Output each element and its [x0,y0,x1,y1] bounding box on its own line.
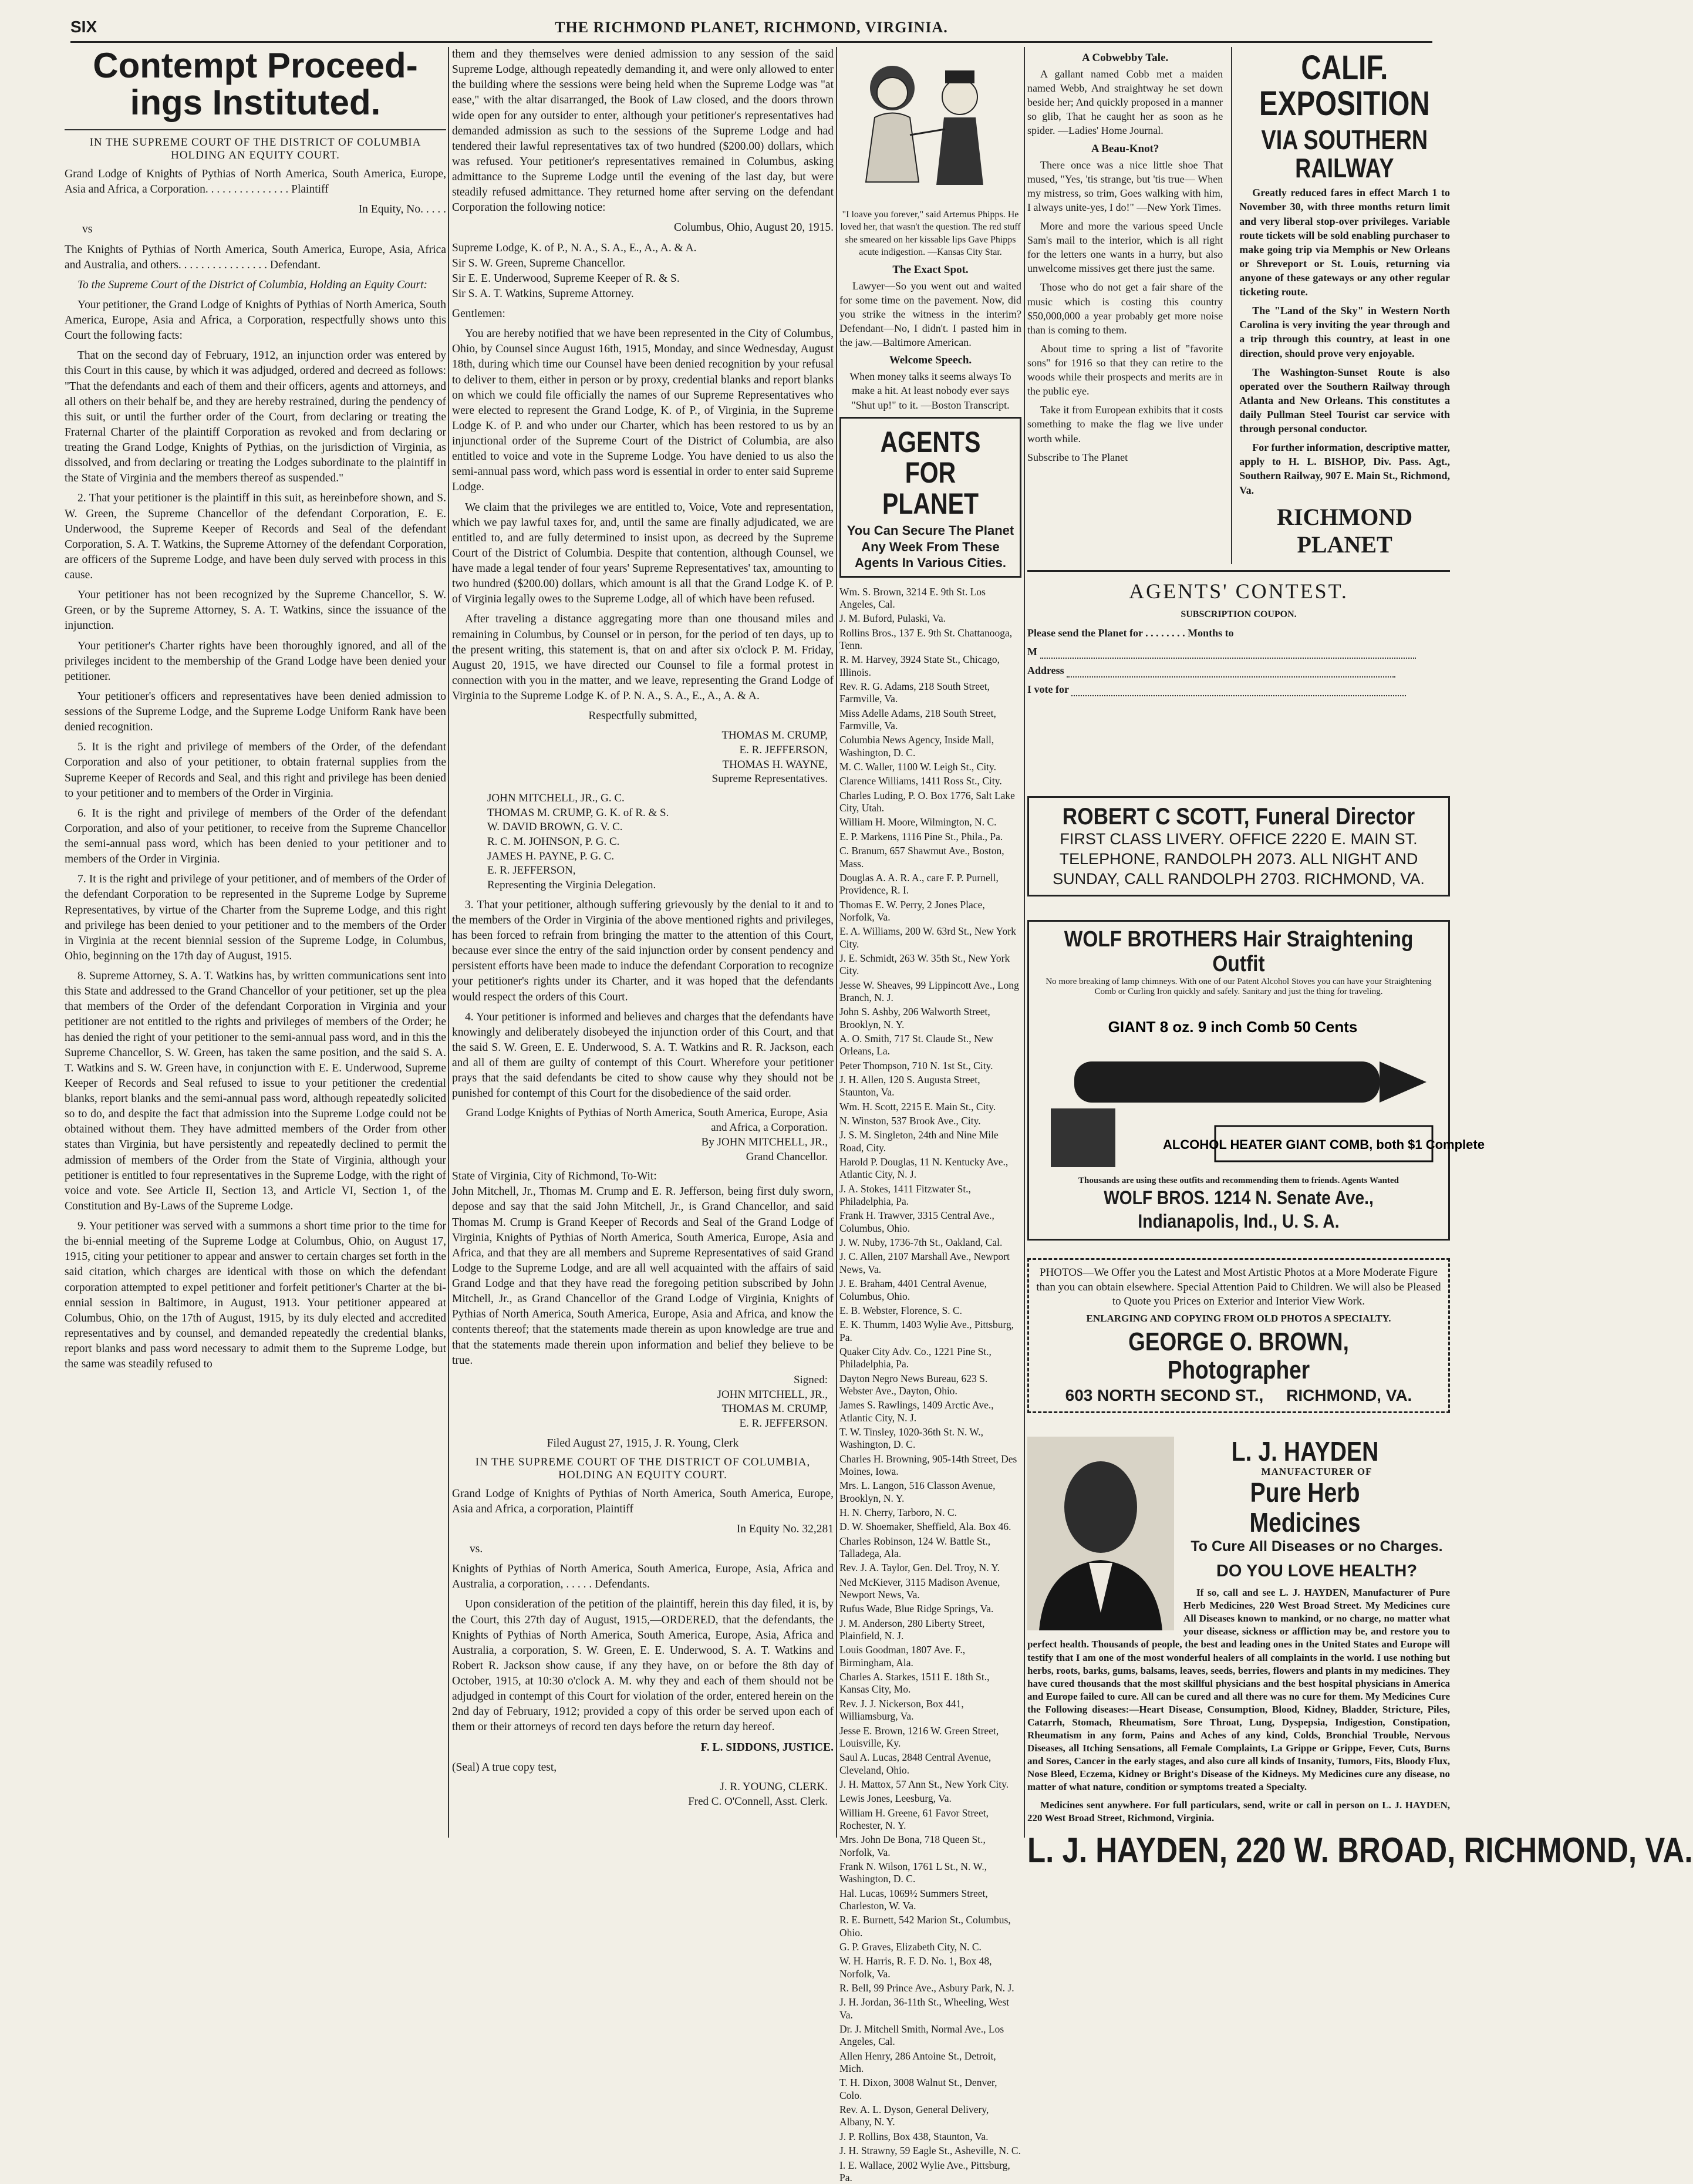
wolf-price: GIANT 8 oz. 9 inch Comb 50 Cents [1108,1018,1358,1036]
equity-number: In Equity No. 32,281 [452,1522,834,1537]
photo-text: PHOTOS—We Offer you the Latest and Most Artistic Photos at a More Moderate Figure than you can obtain elsewhere. Special Attention Paid to Children. We will also be Pleased to Quote you Prices on Exterior and Interior View Work. [1035,1266,1442,1309]
photo-specialty: ENLARGING AND COPYING FROM OLD PHOTOS A SPECIALTY. [1035,1313,1442,1324]
wolf-ad [1027,920,1450,1241]
petition-paragraph: 6. It is the right and privilege of members of the Order of the defendant Corporation, and also of your petitioner, to receive from the Supreme Chancellor the semi-annual pass word, which has been denied to your petitioner and to members of the Order in Virginia. [65,806,446,868]
agent-entry: Hal. Lucas, 1069½ Summers Street, Charleston, W. Va. [839,1888,1021,1913]
agent-entry: Rev. R. G. Adams, 218 South Street, Farmville, Va. [839,680,1021,706]
short-item: Take it from European exhibits that it costs something to make the flag we live under worth while. [1027,403,1223,445]
brown-name: GEORGE O. BROWN, Photographer [1068,1328,1410,1385]
petition-paragraph: Your petitioner's Charter rights have been thoroughly ignored, and all of the privileges incident to the membership of the Grand Lodge have been denied your petitioner. [65,639,446,685]
petition-paragraph: 5. It is the right and privilege of members of the Order, of the defendant Corporation and also of your petitioner, to obtain fraternal supplies from the Supreme Keeper of Records and Seal, and this right and privilege has been denied to your petitioner and to members of the Order in Virginia. [65,740,446,801]
agent-entry: T. H. Dixon, 3008 Walnut St., Denver, Colo. [839,2077,1021,2102]
contest-title: AGENTS' CONTEST. [1027,579,1450,604]
petition-paragraph: Your petitioner, the Grand Lodge of Knights of Pythias of North America, South America, Europe, Asia and Africa, a Corporation, respectfully shows unto this Court the following facts: [65,298,446,343]
continued-paragraph: them and they themselves were denied admission to any session of the said Supreme Lodge, although repeatedly demanding it, and were only allowed to enter the building where the sessions were being held when the Supreme Lodge was "at ease," with the altar disarranged, the Book of Law closed, and the doors thrown wide open for any outsider to enter, although your petitioner's representatives had demanded admission as such to the sessions of the Supreme Lodge and had tendered their lawful representatives tax of two hundred ($200.00) dollars, which was refused. Your petitioner's representatives remained in Columbus, asking admittance to the Supreme Lodge until the evening of the last day, but were steadily refused admittance. They returned home after serving on the defendant Corporation the following notice: [452,47,834,215]
column-4 [1027,47,1450,1838]
agent-entry: R. Bell, 99 Prince Ave., Asbury Park, N. J. [839,1982,1021,1994]
agent-entry: J. M. Buford, Pulaski, Va. [839,612,1021,625]
coupon-vote-label: I vote for [1027,683,1069,695]
agents-box [839,417,1021,578]
agent-entry: Wm. S. Brown, 3214 E. 9th St. Los Angeles, Cal. [839,586,1021,611]
signature-block: THOMAS M. CRUMP, E. R. JEFFERSON, THOMAS H. WAYNE, Supreme Representatives. [452,729,828,787]
agent-entry: T. W. Tinsley, 1020-36th St. N. W., Washington, D. C. [839,1426,1021,1451]
brown-address: 603 NORTH SECOND ST., RICHMOND, VA. [1035,1385,1442,1406]
agent-entry: Mrs. L. Langon, 516 Classon Avenue, Brooklyn, N. Y. [839,1479,1021,1505]
agent-entry: John S. Ashby, 206 Walworth Street, Brooklyn, N. Y. [839,1006,1021,1031]
vs-label: vs. [452,1542,834,1557]
agents-subtitle: You Can Secure The Planet Any Week From These Agents In Various Cities. [846,523,1015,571]
agent-entry: G. P. Graves, Elizabeth City, N. C. [839,1941,1021,1953]
wolf-title: WOLF BROTHERS Hair Straightening Outfit [1060,928,1418,977]
wolf-address: WOLF BROS. 1214 N. Senate Ave., Indianapolis, Ind., U. S. A. [1060,1186,1418,1233]
court-heading: IN THE SUPREME COURT OF THE DISTRICT OF COLUMBIA, HOLDING AN EQUITY COURT. [452,1456,834,1482]
justice-signature: F. L. SIDDONS, JUSTICE. [452,1740,834,1755]
short-items [1027,47,1223,564]
court-address: To the Supreme Court of the District of Columbia, Holding an Equity Court: [65,278,446,293]
hayden-tail: Medicines sent anywhere. For full particulars, send, write or call in person on L. J. HAYDEN, 220 West Broad Street, Richmond, Virginia. [1027,1799,1450,1826]
cartoon-caption: "I loave you forever," said Artemus Phipps. He loved her, that wasn't the question. The red stuff she smeared on her kissable lips Gave Phipps acute indigestion. —Kansas City Star. [839,208,1021,259]
agent-entry: J. H. Strawny, 59 Eagle St., Asheville, N. C. [839,2145,1021,2157]
signature-block: JOHN MITCHELL, JR., G. C. THOMAS M. CRUMP, G. K. of R. & S. W. DAVID BROWN, G. V. C. R. C. M. JOHNSON, P. G. C. JAMES H. PAYNE, P. G. C. E. R. JEFFERSON, Representing the Virginia Delegation. [452,791,828,893]
petition-paragraph: 4. Your petitioner is informed and believes and charges that the defendants have knowingly and deliberately disobeyed the injunction order of this Court, and that the said S. W. Green, E. E. Underwood, S. A. T. Watkins and R. R. Jackson, each and all of them are guilty of contempt of this Court. Wherefore your petitioner prays that the said defendants be cited to show cause why they should not be punished for contempt of this Court for the disobedience of the said order. [452,1010,834,1102]
agent-entry: Miss Adelle Adams, 218 South Street, Farmville, Va. [839,707,1021,733]
notice-salutation: Gentlemen: [452,306,834,322]
petition-paragraph: That on the second day of February, 1912, an injunction order was entered by this Court in this cause, by which it was adjudged, ordered and decreed as follows: "That the defendants and each of them and their officers, agents and attorneys, and all others on their behalf be, and they are hereby restrained, during the pendency of this suit, or until the further order of the Court, from declaring or treating the Fraternal Charter of the plaintiff Corporation as revoked and from declaring or treating the Grand Lodge, Knights of Pythias, on the jurisdiction of Virginia, as dissolved, and from declaring or treating the Lodges subordinate to the plaintiff in the State of Virginia and the members thereof as suspended." [65,348,446,486]
agent-entry: Frank H. Trawver, 3315 Central Ave., Columbus, Ohio. [839,1209,1021,1235]
agent-entry: Quaker City Adv. Co., 1221 Pine St., Philadelphia, Pa. [839,1346,1021,1371]
column-rule [448,47,449,1838]
agent-entry: Rev. J. J. Nickerson, Box 441, Williamsburg, Va. [839,1698,1021,1723]
coupon-m: M [1027,646,1037,658]
agent-entry: R. E. Burnett, 542 Marion St., Columbus, Ohio. [839,1914,1021,1939]
agent-entry: Peter Thompson, 710 N. 1st St., City. [839,1060,1021,1072]
planet-logo: RICHMOND PLANET [1239,503,1450,558]
clerk-signature: J. R. YOUNG, CLERK. Fred C. O'Connell, Asst. Clerk. [452,1780,828,1809]
agent-entry: Douglas A. A. R. A., care F. P. Purnell, Providence, R. I. [839,872,1021,897]
agent-entry: E. P. Markens, 1116 Pine St., Phila., Pa. [839,831,1021,843]
equity-number: In Equity, No. . . . . [65,202,446,217]
hayden-question: DO YOU LOVE HEALTH? [1027,1561,1450,1582]
agents-list [839,586,1021,2184]
page-number: SIX [70,18,97,36]
expo-text: For further information, descriptive matter, apply to H. L. BISHOP, Div. Pass. Agt., Southern Railway, 907 E. Main St., Richmond, Va. [1239,440,1450,497]
agent-entry: Rollins Bros., 137 E. 9th St. Chattanooga, Tenn. [839,627,1021,652]
wolf-footer: Thousands are using these outfits and recommending them to friends. Agents Wanted [1035,1176,1442,1186]
court-heading: IN THE SUPREME COURT OF THE DISTRICT OF COLUMBIA HOLDING AN EQUITY COURT. [65,136,446,162]
agent-entry: Jesse W. Sheaves, 99 Lippincott Ave., Long Branch, N. J. [839,979,1021,1005]
agent-entry: E. B. Webster, Florence, S. C. [839,1305,1021,1317]
divider [65,129,446,130]
joke-text: When money talks it seems always To make a hit. At least nobody ever says "Shut up!" to it. —Boston Transcript. [839,369,1021,412]
coupon-vote-blank[interactable] [1071,695,1406,696]
agent-entry: W. H. Harris, R. F. D. No. 1, Box 48, Norfolk, Va. [839,1955,1021,1980]
hayden-product: Pure Herb Medicines [1059,1478,1418,1537]
petition-paragraph: Your petitioner's officers and representatives have been denied admission to sessions of the Supreme Lodge, and the Supreme Lodge Uniform Rank have been denied recognition. [65,689,446,735]
agent-entry: J. H. Jordan, 36-11th St., Wheeling, West Va. [839,1996,1021,2021]
cartoon-illustration [839,47,1016,200]
petition-paragraph: Your petitioner has not been recognized by the Supreme Chancellor, S. W. Green, or by the Supreme Attorney, S. A. T. Watkins, since the issuance of the injunction. [65,588,446,633]
filed-note: Filed August 27, 1915, J. R. Young, Clerk [452,1436,834,1451]
agent-entry: D. W. Shoemaker, Sheffield, Ala. Box 46. [839,1521,1021,1533]
agent-entry: Harold P. Douglas, 11 N. Kentucky Ave., Atlantic City, N. J. [839,1156,1021,1181]
agent-entry: J. W. Nuby, 1736-7th St., Oakland, Cal. [839,1236,1021,1249]
agent-entry: E. A. Williams, 200 W. 63rd St., New York City. [839,925,1021,951]
agent-entry: E. K. Thumm, 1403 Wylie Ave., Pittsburg, Pa. [839,1319,1021,1344]
expo-title: CALIF. EXPOSITION [1259,50,1431,122]
defendant-caption: Knights of Pythias of North America, South America, Europe, Asia, Africa and Australia, a corporation, . . . . . Defendants. [452,1562,834,1592]
hayden-name: L. J. HAYDEN [1059,1437,1418,1467]
petition-paragraph: 3. That your petitioner, although suffering grievously by the denial to it and to the members of the Order in Virginia of the above mentioned rights and privileges, has been forced to refrain from bringing the matter to the attention of this Court, because ever since the entry of the said injunction order by consent pendency and persistent efforts have been made to induce the defendant Corporation to recognize your petitioner's rights under its Charter, and it was hoped that the defendants would respect the orders of this Court. [452,898,834,1005]
agent-entry: Wm. H. Scott, 2215 E. Main St., City. [839,1101,1021,1113]
agent-entry: Charles Luding, P. O. Box 1776, Salt Lake City, Utah. [839,790,1021,815]
defendant-caption: The Knights of Pythias of North America, South America, Europe, Asia, Africa and Australia, and others. . . . . . . . . . . . . . . . Defendant. [65,242,446,273]
paper-name: THE RICHMOND PLANET, RICHMOND, VIRGINIA. [70,19,1432,36]
column-1 [65,47,446,1838]
agent-entry: Rufus Wade, Blue Ridge Springs, Va. [839,1603,1021,1615]
short-item: More and more the various speed Uncle Sam's mail to the interior, which is all right for the letters one wants in a hurry, but also unwelcome missives get there just the same. [1027,219,1223,275]
agent-entry: J. C. Allen, 2107 Marshall Ave., Newport News, Va. [839,1251,1021,1276]
subscribe-line: Subscribe to The Planet [1027,450,1223,464]
agent-entry: R. M. Harvey, 3924 State St., Chicago, Illinois. [839,653,1021,679]
agent-entry: C. Branum, 657 Shawmut Ave., Boston, Mass. [839,845,1021,870]
agent-entry: Thomas E. W. Perry, 2 Jones Place, Norfolk, Va. [839,899,1021,924]
joke-title: Welcome Speech. [839,354,1021,367]
notice-closing: Respectfully submitted, [452,709,834,724]
agent-entry: J. P. Rollins, Box 438, Staunton, Va. [839,2131,1021,2143]
column-3 [839,47,1021,1838]
agent-entry: Charles A. Starkes, 1511 E. 18th St., Kansas City, Mo. [839,1671,1021,1696]
agent-entry: Frank N. Wilson, 1761 L St., N. W., Washington, D. C. [839,1861,1021,1886]
short-item: Those who do not get a fair share of the music which is costing this country $50,000,000 a year probably get more noise than is coming to them. [1027,280,1223,336]
agent-entry: J. S. M. Singleton, 24th and Nine Mile Road, City. [839,1129,1021,1154]
agent-entry: Rev. A. L. Dyson, General Delivery, Albany, N. Y. [839,2104,1021,2129]
coupon-address-blank[interactable] [1067,676,1395,678]
agent-entry: Allen Henry, 286 Antoine St., Detroit, Mich. [839,2050,1021,2075]
notice-addressees: Supreme Lodge, K. of P., N. A., S. A., E., A., A. & A. Sir S. W. Green, Supreme Chancellor. Sir E. E. Underwood, Supreme Keeper of R. & S. Sir S. A. T. Watkins, Supreme Attorney. [452,241,834,302]
agent-entry: A. O. Smith, 717 St. Claude St., New Orleans, La. [839,1033,1021,1058]
expo-text: Greatly reduced fares in effect March 1 to November 30, with three months return limit and very liberal stop-over privileges. Variable route tickets will be sold enabling purchaser to make going trip via Memphis or New Orleans or Shreveport or St. Louis, returning via anyone of these gateways or any other regular ticketing route. [1239,186,1450,299]
coupon-address-label: Address [1027,665,1064,676]
headline: Contempt Proceed-ings Instituted. [65,47,446,121]
joke-title: The Exact Spot. [839,264,1021,277]
notice-paragraph: We claim that the privileges we are entitled to, Voice, Vote and representation, which we pay lawful taxes for, and, until the same are finally adjudicated, we are entitled to, and are fully determined to insist upon, as decreed by the Supreme Court of the District of Columbia. Despite that contention, although Counsel, we have made a legal tender of four years' Supreme Representatives' tax, amounting to two hundred ($200.00) dollars, which amount is all that the Grand Lodge K. of P. of Virginia legally owes to the Supreme Lodge, all of which have been refused. [452,500,834,608]
agent-entry: H. N. Cherry, Tarboro, N. C. [839,1506,1021,1519]
column-rule [1024,47,1025,1838]
agent-entry: William H. Moore, Wilmington, N. C. [839,816,1021,828]
petition-paragraph: 7. It is the right and privilege of your petitioner, and of members of the Order of the defendant Corporation to be represented in the Supreme Lodge by Supreme Representatives, by virtue of the Charter from the Supreme Lodge, and this right and privilege has been denied to your petitioner and to the members of the Order in Virginia at the recent biennial session of the Supreme Lodge, in Columbus, Ohio, beginning on the 17th day of August, 1915. [65,872,446,964]
agent-entry: William H. Greene, 61 Favor Street, Rochester, N. Y. [839,1807,1021,1832]
column-2 [452,47,834,1838]
coupon-line: Please send the Planet for . . . . . . . . Months to [1027,626,1450,640]
notice-date: Columbus, Ohio, August 20, 1915. [452,220,834,235]
agent-entry: Clarence Williams, 1411 Ross St., City. [839,775,1021,787]
agent-entry: N. Winston, 537 Brook Ave., City. [839,1115,1021,1127]
seal-note: (Seal) A true copy test, [452,1760,834,1775]
agents-title: AGENTS FOR PLANET [861,427,1000,520]
wolf-heater: ALCOHOL HEATER GIANT COMB, both $1 Complete [1163,1137,1485,1152]
agent-entry: James S. Rawlings, 1409 Arctic Ave., Atlantic City, N. J. [839,1399,1021,1424]
signature-block: Grand Lodge Knights of Pythias of North America, South America, Europe, Asia and Africa, a Corporation. By JOHN MITCHELL, JR., Grand Chancellor. [452,1106,828,1164]
expo-text: The "Land of the Sky" in Western North Carolina is very inviting the year through and a trip through this country, at least in one direction, should prove very enjoyable. [1239,304,1450,360]
agent-entry: Dr. J. Mitchell Smith, Normal Ave., Los Angeles, Cal. [839,2023,1021,2048]
agent-entry: Rev. J. A. Taylor, Gen. Del. Troy, N. Y. [839,1562,1021,1574]
agent-entry: J. H. Mattox, 57 Ann St., New York City. [839,1778,1021,1791]
wolf-subtitle: No more breaking of lamp chimneys. With one of our Patent Alcohol Stoves you can have your Straightening Comb or Curling Iron quickly and safely. Sanitary and just the thing for traveling. [1035,977,1442,997]
agent-entry: J. H. Allen, 120 S. Augusta Street, Staunton, Va. [839,1074,1021,1099]
agent-entry: Jesse E. Brown, 1216 W. Green Street, Louisville, Ky. [839,1725,1021,1750]
agent-entry: J. E. Schmidt, 263 W. 35th St., New York City. [839,952,1021,978]
joke-text: There once was a nice little shoe That mused, "Yes, 'tis strange, but 'tis true— When my mistress, so trim, Goes walking with him, I always unite-yes, I do!" —New York Times. [1027,158,1223,214]
petition-paragraph: 9. Your petitioner was served with a summons a short time prior to the time for the bi-ennial meeting of the Supreme Lodge at Columbus, Ohio, on August 17, 1915, citing your petitioner to appear and answer to certain charges set forth in the said citation, which charges are identical with those on which the defendant corporation attempted to expel petitioner and forfeit petitioner's Charter at the bi-ennial session in Baltimore, in August, 1913. Your petitioner appeared at Columbus, Ohio, on the 17th of August, 1915, by its duly elected and accredited representatives and by counsel, and demanded repeatedly the credential blanks, report blanks and pass word necessary to admit them to the Supreme Lodge, but the same was steadily refused to [65,1219,446,1372]
joke-text: A gallant named Cobb met a maiden named Webb, And straightway he set down beside her; And quickly proposed in a manner so glib, That he caught her as soon as he spider. —Ladies' Home Journal. [1027,67,1223,138]
expo-text: The Washington-Sunset Route is also operated over the Southern Railway through Atlanta and New Orleans. This constitutes a daily Pullman Steel Tourist car service with through personal conductor. [1239,365,1450,436]
agent-entry: Lewis Jones, Leesburg, Va. [839,1792,1021,1805]
scott-text: FIRST CLASS LIVERY. OFFICE 2220 E. MAIN ST. TELEPHONE, RANDOLPH 2073. ALL NIGHT AND SUNDAY, CALL RANDOLPH 2703. RICHMOND, VA. [1035,830,1442,889]
expo-subtitle: VIA SOUTHERN RAILWAY [1259,126,1431,183]
joke-title: A Beau-Knot? [1027,143,1223,156]
petition-paragraph: 8. Supreme Attorney, S. A. T. Watkins has, by written communications sent into this State and addressed to the Grand Chancellor of your petitioner, set up the plea that members of the Order of the defendant Corporation in Virginia and your petitioner are not entitled to the rights and privileges of members of the Order; he has denied the right of your petitioner to the semi-annual pass word, and in this the Supreme Chancellor, S. W. Green, has taken the same position, and the said S. A. T. Watkins and S. W. Green have, in conjunction with E. E. Underwood, Supreme Keeper of Records and Seal refused to issue to your petitioner the credential blanks, report blanks and the semi-annual pass word, although repeatedly solicited so to do, and despite the fact that admission into the Supreme Lodge could not be obtained without them. They have admitted members of the Order from other states than Virginia, but have persistently and repeatedly declined to permit the admission of members of the Order from the State of Virginia, although your petitioner is entitled to four representatives in the Supreme Lodge, with the right of voice and vote. See Article II, Section 13, and Article VI, Section 1, of the Constitution and By-Laws of the Supreme Lodge. [65,969,446,1214]
plaintiff-caption: Grand Lodge of Knights of Pythias of North America, South America, Europe, Asia and Africa, a Corporation. . . . . . . . . . . . . . . Plaintiff [65,167,446,197]
agent-entry: Mrs. John De Bona, 718 Queen St., Norfolk, Va. [839,1834,1021,1859]
agent-entry: M. C. Waller, 1100 W. Leigh St., City. [839,761,1021,773]
coupon-label: SUBSCRIPTION COUPON. [1027,609,1450,620]
affidavit: State of Virginia, City of Richmond, To-Wit: John Mitchell, Jr., Thomas M. Crump and E. R. Jefferson, being first duly sworn, depose and say that the said John Mitchell, Jr., is Grand Chancellor, and said Thomas M. Crump is Grand Keeper of Records and Seal of the Grand Lodge of Virginia, Knights of Pythias of North America, South America, Europe, Asia and Africa, and that they are all members and Supreme Representatives of said Grand Lodge to the Supreme Lodge, and are all well acquainted with the affairs of said Grand Lodge and that they have read the foregoing petition subscribed by John Mitchell, Jr., as Grand Chancellor of the Grand Lodge of Virginia, Knights of Pythias of North America, South America, Europe, Asia and Africa, and know the contents thereof; that the statements made therein as upon knowledge are true and that the statements made therein upon information and belief they believe to be true. [452,1169,834,1369]
hayden-manufacturer: MANUFACTURER OF [1027,1466,1450,1478]
column-rule [836,47,837,1838]
signature-block: Signed: JOHN MITCHELL, JR., THOMAS M. CRUMP, E. R. JEFFERSON. [452,1373,828,1431]
exposition-ad [1231,47,1450,564]
hayden-cure: To Cure All Diseases or no Charges. [1027,1538,1450,1556]
agent-entry: Dayton Negro News Bureau, 623 S. Webster Ave., Dayton, Ohio. [839,1373,1021,1398]
petition-paragraph: 2. That your petitioner is the plaintiff in this suit, as hereinbefore shown, and S. W. Green, the Supreme Chancellor of the defendant Corporation, E. E. Underwood, the Supreme Keeper of Records and Seal of the defendant Corporation, S. A. T. Watkins, the Supreme Attorney of the defendant Corporation, are officers of the Supreme Lodge, and have been duly served with process in this cause. [65,491,446,583]
notice-paragraph: After traveling a distance aggregating more than one thousand miles and remaining in Columbus, by Counsel or in person, for the period of ten days, up to the present writing, this statement is, that on and after six o'clock P. M. Friday, August 20, 1915, we have directed our Counsel to file a formal protest in connection with you in the matter, and we leave, representing the Grand Lodge of Virginia to the Supreme Lodge K. of P. N. A., S. A., E., A., A. & A. [452,612,834,704]
agent-entry: Ned McKiever, 3115 Madison Avenue, Newport News, Va. [839,1576,1021,1602]
agent-entry: I. E. Wallace, 2002 Wylie Ave., Pittsburg, Pa. [839,2159,1021,2184]
agents-contest [1027,570,1450,696]
short-item: About time to spring a list of "favorite sons" for 1916 so that they can retire to the woods while their prospects and merits are in the public eye. [1027,342,1223,398]
agent-entry: Saul A. Lucas, 2848 Central Avenue, Cleveland, Ohio. [839,1751,1021,1777]
hayden-text: If so, call and see L. J. HAYDEN, Manufacturer of Pure Herb Medicines, 220 West Broad Street. My Medicines cure All Diseases known to mankind, or no charge, no matter what your disease, sickness or affliction may be, and restore you to perfect health. Thousands of people, the best and leading ones in the United States and Europe will testify that I am one of the most wonderful healers of all complaints in the world. I use nothing but herbs, roots, barks, gums, balsams, leaves, seeds, berries, flowers and plants in my medicines. They have cured thousands that the most skillful physicians and the best hospital physicians in America and Europe failed to cure. All can be cured and all there was no cure for them. My Medicines Cure the Following diseases:—Heart Disease, Consumption, Blood, Kidney, Bladder, Stricture, Piles, Catarrh, Stomach, Rheumatism, Sore Throat, Lung, Dyspepsia, Indigestion, Constipation, Rheumatism in any form, Pains and Aches of any kind, Colds, Bronchial Trouble, Nervous Diseases, all Itching Sensations, all Female Complaints, La Grippe or Grippe, Fever, Cuts, Burns and Sores, Cancer in the early stages, and also cure all kinds of Insanity, Tumors, Fits, Bloody Flux, Nose Bleed, Eczema, Kidney or Bright's Disease of the Kidneys. My Medicines cure any disease, no matter of what nature, condition or symptoms treated a Specialty. [1027,1586,1450,1794]
coupon-name-blank[interactable] [1040,658,1416,659]
agent-entry: Louis Goodman, 1807 Ave. F., Birmingham, Ala. [839,1644,1021,1669]
agent-entry: J. E. Braham, 4401 Central Avenue, Columbus, Ohio. [839,1278,1021,1303]
agent-entry: Charles H. Browning, 905-14th Street, Des Moines, Iowa. [839,1453,1021,1478]
joke-text: Lawyer—So you went out and waited for some time on the pavement. Now, did you strike the witness in the interim? Defendant—No, I didn't. I pasted him in the jaw.—Baltimore American. [839,279,1021,350]
masthead [70,18,1432,43]
scott-ad [1027,796,1450,896]
hayden-banner: L. J. HAYDEN, 220 W. BROAD, RICHMOND, VA. [1027,1830,1387,1870]
agent-entry: Columbia News Agency, Inside Mall, Washington, D. C. [839,734,1021,759]
hayden-ad [1027,1437,1450,1870]
notice-paragraph: You are hereby notified that we have been represented in the City of Columbus, Ohio, by Counsel since August 16th, 1915, Monday, and since Wednesday, August 18th, during which time our Counsel have been denied recognition by your refusal to deliver to them, either in person or by proxy, credential blanks and report blanks on which we could file officially the names of our Supreme Representatives who were elected to represent the Grand Lodge, K. of P., of Virginia, in the Supreme Lodge K. of P. and who under our Charter, which has been restored to us by an injunctional order of the Supreme Court of the District of Columbia, are also entitled to voice and vote in the Supreme Lodge. You have denied to us also the semi-annual pass word, which pass word is essential in order to enter said Supreme Lodge. [452,326,834,495]
comb-illustration [1035,997,1442,1173]
agent-entry: J. M. Anderson, 280 Liberty Street, Plainfield, N. J. [839,1617,1021,1643]
plaintiff-caption: Grand Lodge of Knights of Pythias of North America, South America, Europe, Asia and Africa, a corporation, Plaintiff [452,1487,834,1517]
vs-label: vs [65,222,446,237]
brown-ad [1027,1258,1450,1413]
scott-title: ROBERT C SCOTT, Funeral Director [1060,804,1418,830]
agent-entry: Charles Robinson, 124 W. Battle St., Talladega, Ala. [839,1535,1021,1561]
joke-title: A Cobwebby Tale. [1027,52,1223,65]
court-order: Upon consideration of the petition of the plaintiff, herein this day filed, it is, by the Court, this 27th day of August, 1915,—ORDERED, that the defendants, the Knights of Pythias of North America, South America, Europe, Asia, Africa and Australia, a corporation, S. W. Green, E. E. Underwood, S. A. T. Watkins and Robert R. Jackson show cause, if any they have, on or before the 8th day of October, 1915, at 10:30 o'clock A. M. why they and each of them should not be adjudged in contempt of this Court for violation of the order, entered herein on the 2nd day of February, 1912; provided a copy of this order be served upon each of them or their attorneys of record ten days before the return day hereof. [452,1597,834,1735]
agent-entry: J. A. Stokes, 1411 Fitzwater St., Philadelphia, Pa. [839,1183,1021,1208]
